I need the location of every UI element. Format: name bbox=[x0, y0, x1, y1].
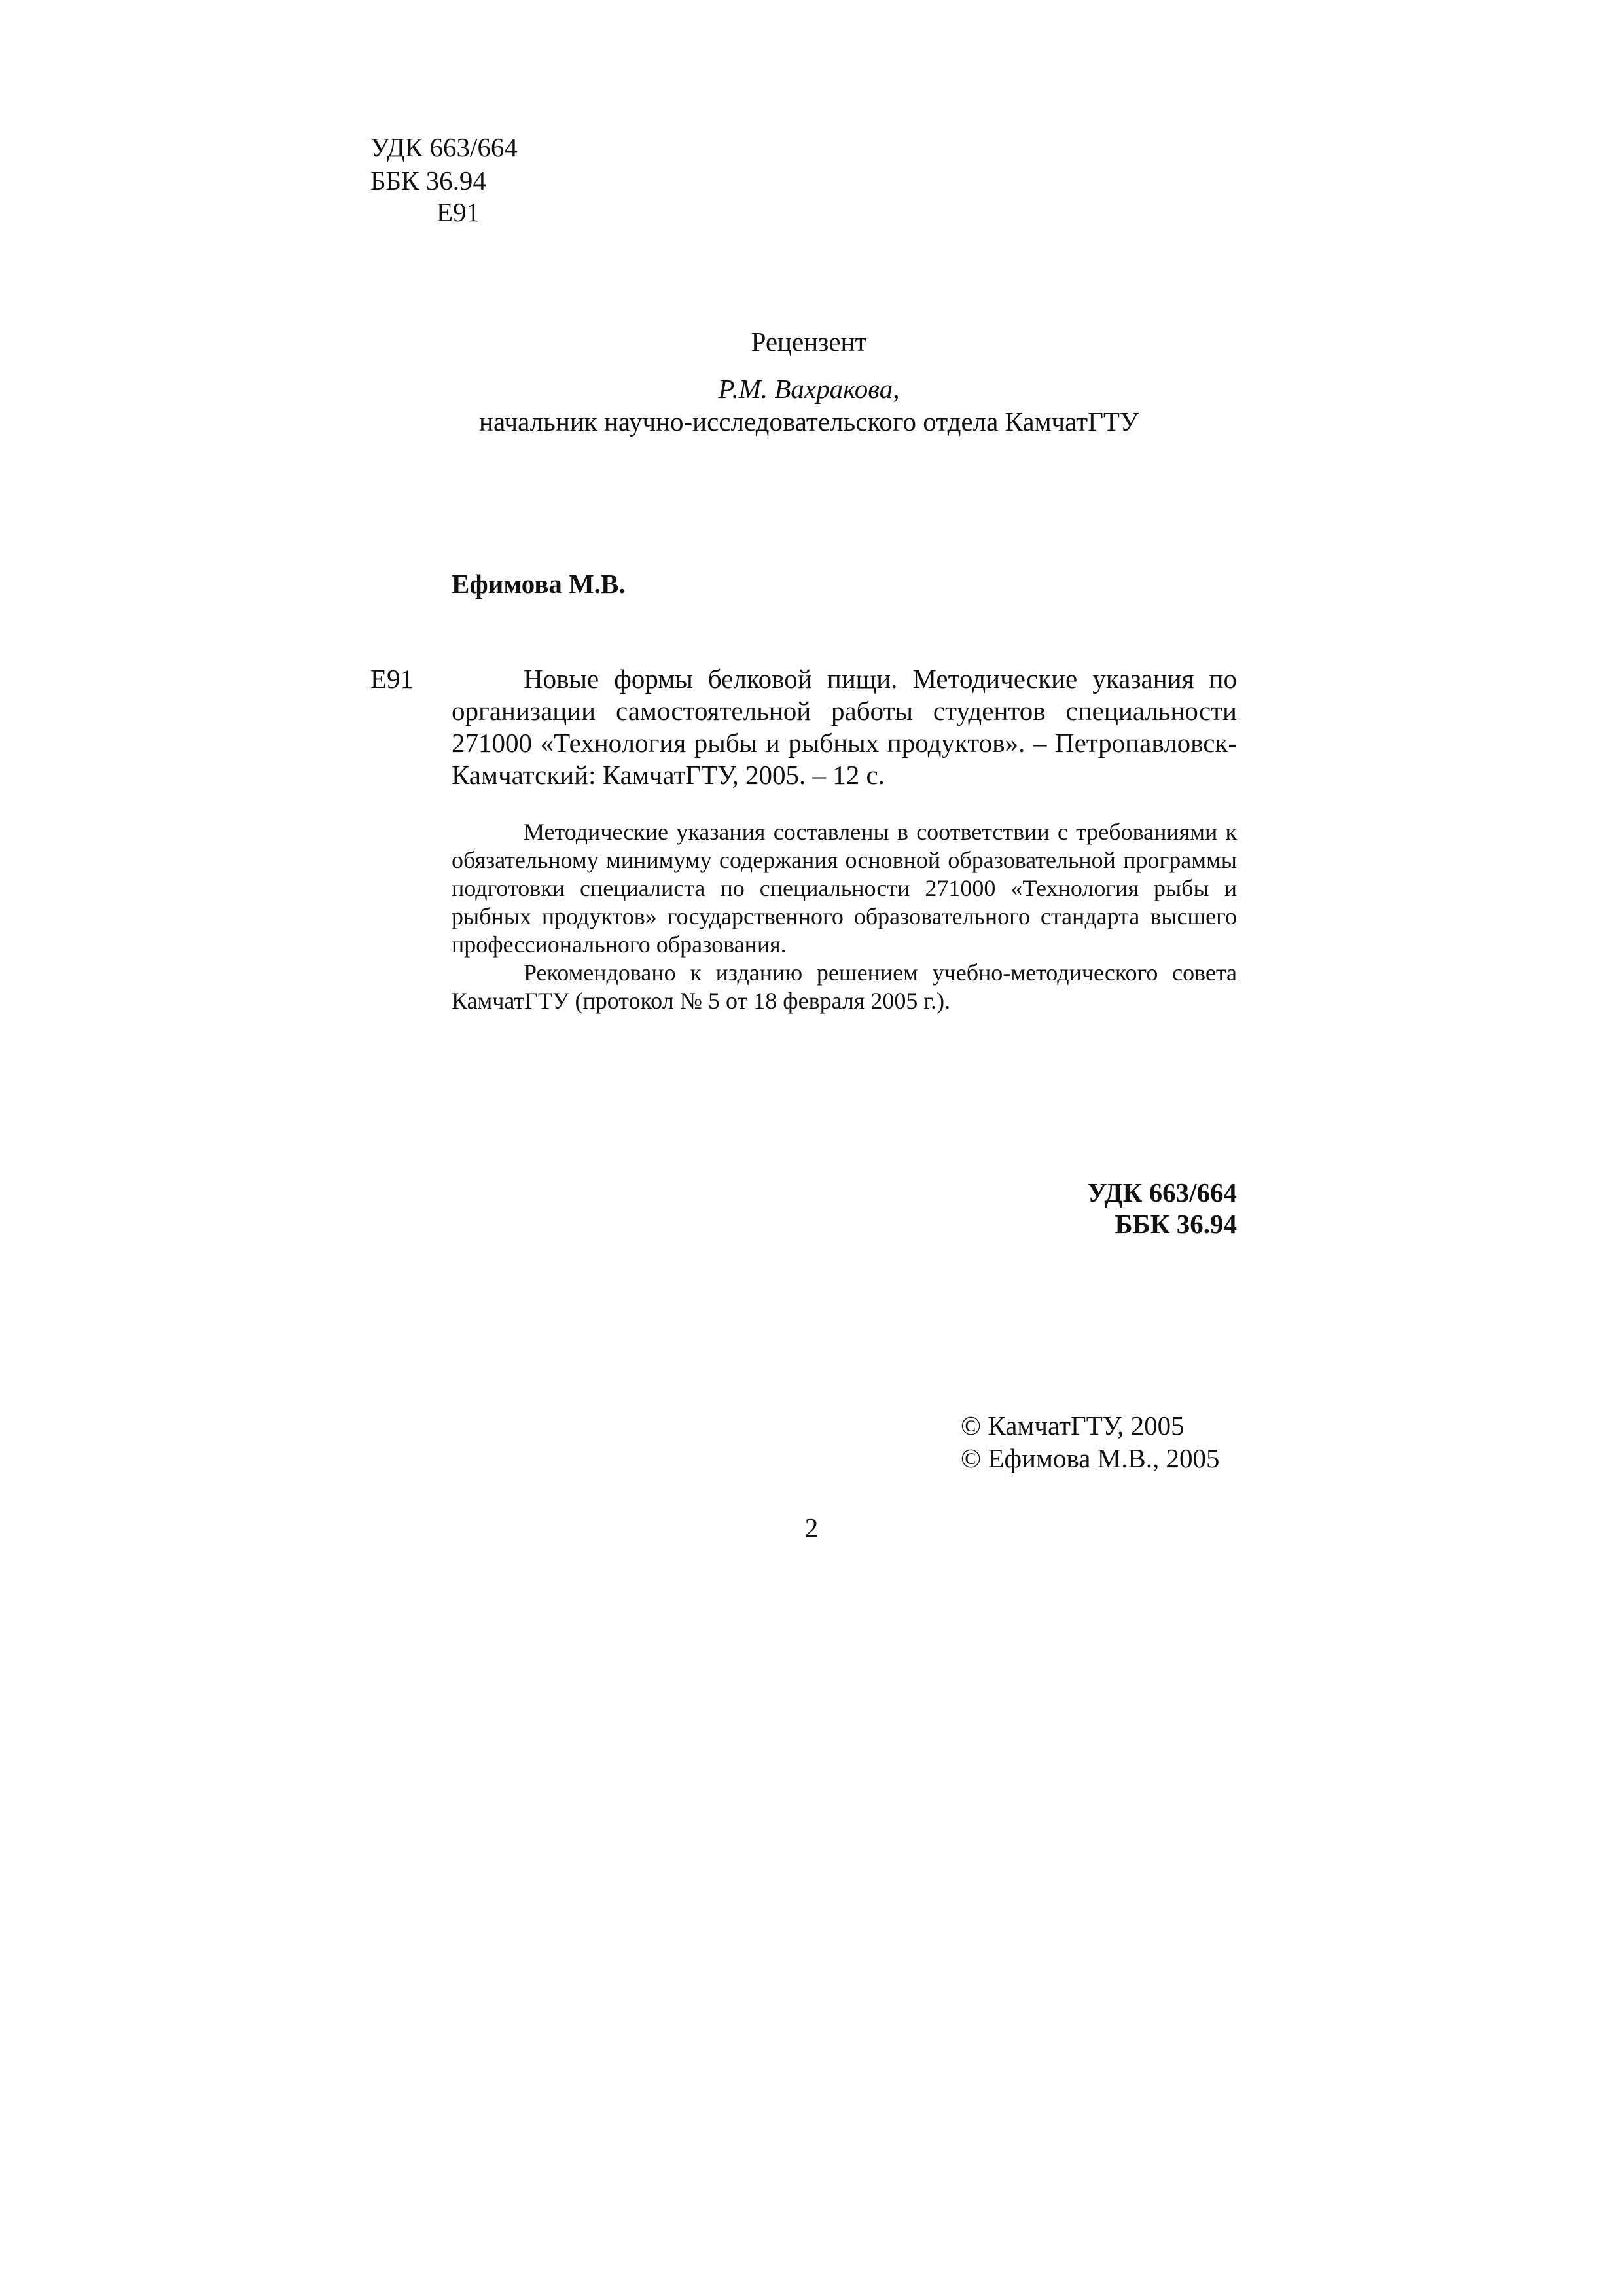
copyright-line-2: © Ефимова М.В., 2005 bbox=[961, 1443, 1220, 1473]
annotation bbox=[452, 818, 1237, 1015]
annotation-paragraph-2: Рекомендовано к изданию решением учебно-методического совета КамчатГТУ (протокол № 5 от 18 февраля 2005 г.). bbox=[452, 960, 1237, 1014]
reviewer-name-line bbox=[370, 373, 1247, 405]
header-udk: УДК 663/664 bbox=[370, 132, 518, 162]
reviewer-heading: Рецензент bbox=[751, 327, 867, 357]
footer-udk: УДК 663/664 bbox=[1087, 1177, 1237, 1208]
reviewer-name-suffix: , bbox=[893, 374, 900, 404]
entry-mark: Е91 bbox=[370, 664, 414, 694]
footer-bbk: ББК 36.94 bbox=[1115, 1209, 1237, 1239]
header-author-mark: Е91 bbox=[437, 197, 480, 227]
copyright-line-1: © КамчатГТУ, 2005 bbox=[961, 1410, 1185, 1441]
author-heading: Ефимова М.В. bbox=[452, 569, 626, 599]
annotation-paragraph-1: Методические указания составлены в соответствии с требованиями к обязательному минимуму содержания основной образовательной программы подготовки специалиста по специальности 271000 «Технология рыбы и рыбных продуктов» государственного образовательного стандарта высшего профессионального образования. bbox=[452, 819, 1237, 958]
entry-description: Новые формы белковой пищи. Методические указания по организации самостоятельной работы студентов специальности 271000 «Технология рыбы и рыбных продуктов». – Петропавловск-Камчатский: КамчатГТУ, 2005. – 12 с. bbox=[452, 664, 1237, 790]
reviewer-position: начальник научно-исследовательского отдела КамчатГТУ bbox=[479, 406, 1139, 437]
page-number: 2 bbox=[804, 1513, 819, 1543]
reviewer-name: Р.М. Вахракова bbox=[718, 374, 893, 404]
header-bbk: ББК 36.94 bbox=[370, 166, 486, 196]
